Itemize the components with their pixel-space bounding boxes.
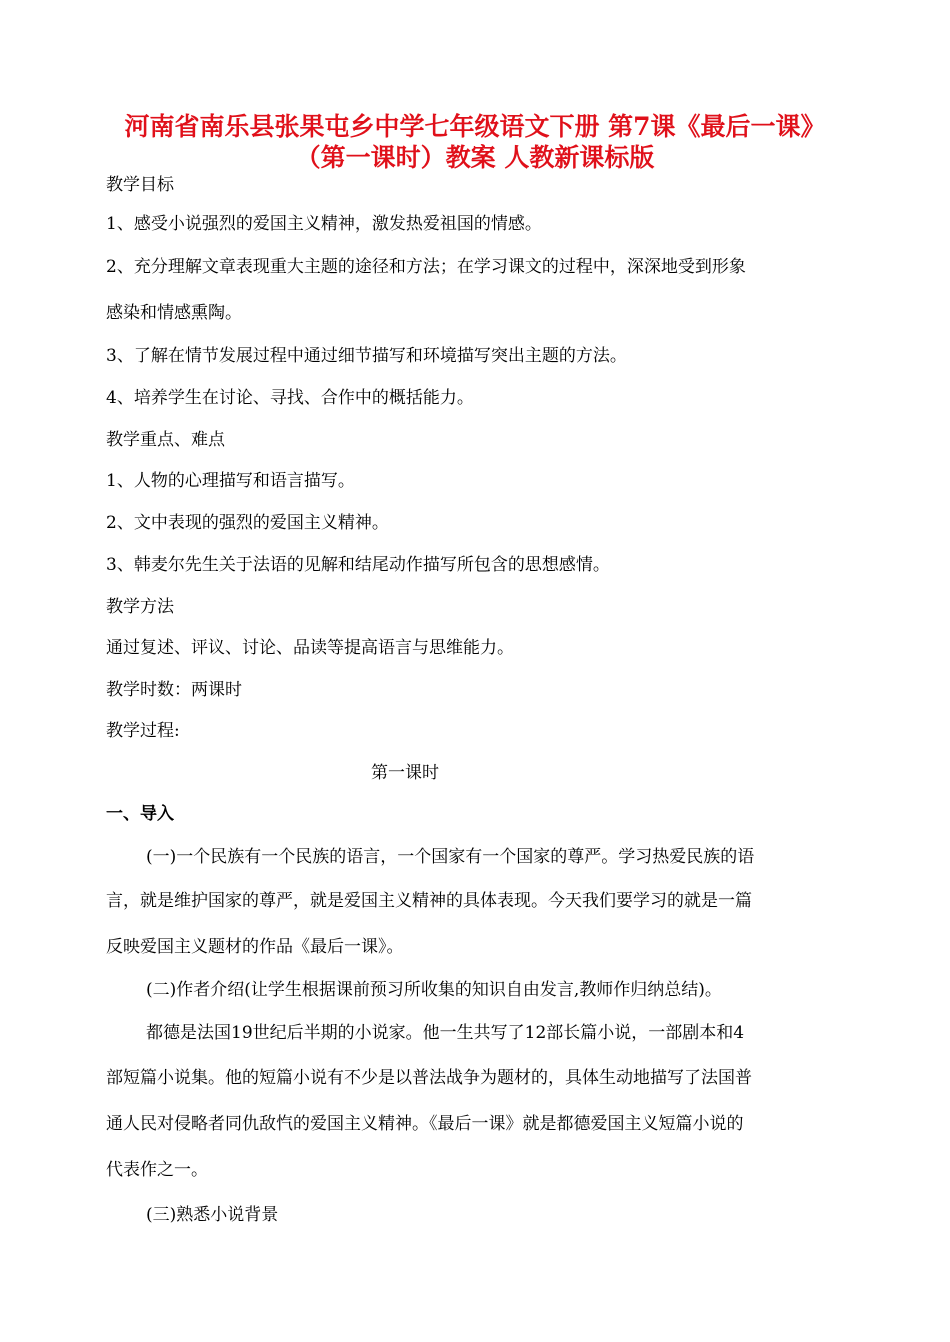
- intro-paragraph-1-line1: (一)一个民族有一个民族的语言，一个国家有一个国家的尊严。学习热爱民族的语: [146, 847, 755, 867]
- lesson-one-heading: 第一课时: [371, 763, 439, 783]
- key-item-2: 2、文中表现的强烈的爱国主义精神。: [106, 513, 389, 533]
- goal-item-1: 1、感受小说强烈的爱国主义精神，激发热爱祖国的情感。: [106, 214, 542, 234]
- process-heading: 教学过程:: [106, 721, 180, 741]
- intro-paragraph-1-line3: 反映爱国主义题材的作品《最后一课》。: [106, 937, 404, 957]
- teaching-hours: 教学时数：两课时: [106, 680, 242, 700]
- goal-item-2-line2: 感染和情感熏陶。: [106, 303, 242, 323]
- goal-item-3: 3、了解在情节发展过程中通过细节描写和环境描写突出主题的方法。: [106, 346, 627, 366]
- key-item-1: 1、人物的心理描写和语言描写。: [106, 471, 355, 491]
- intro-paragraph-3-line2: 部短篇小说集。他的短篇小说有不少是以普法战争为题材的，具体生动地描写了法国普: [106, 1068, 752, 1088]
- intro-paragraph-3-line4: 代表作之一。: [106, 1160, 208, 1180]
- goal-item-2-line1: 2、充分理解文章表现重大主题的途径和方法；在学习课文的过程中，深深地受到形象: [106, 257, 746, 277]
- intro-paragraph-4: (三)熟悉小说背景: [146, 1205, 279, 1225]
- method-heading: 教学方法: [106, 597, 174, 617]
- goals-heading: 教学目标: [106, 175, 174, 195]
- intro-heading: 一、导入: [106, 804, 174, 824]
- method-text: 通过复述、评议、讨论、品读等提高语言与思维能力。: [106, 638, 514, 658]
- document-title-line2: （第一课时）教案 人教新课标版: [295, 143, 655, 172]
- intro-paragraph-1-line2: 言，就是维护国家的尊严，就是爱国主义精神的具体表现。今天我们要学习的就是一篇: [106, 891, 752, 911]
- intro-paragraph-3-line1: 都德是法国19世纪后半期的小说家。他一生共写了12部长篇小说，一部剧本和4: [146, 1023, 745, 1043]
- document-title-line1: 河南省南乐县张果屯乡中学七年级语文下册 第7课《最后一课》: [124, 112, 826, 141]
- goal-item-4: 4、培养学生在讨论、寻找、合作中的概括能力。: [106, 388, 474, 408]
- intro-paragraph-2: (二)作者介绍(让学生根据课前预习所收集的知识自由发言,教师作归纳总结)。: [146, 980, 722, 1000]
- key-heading: 教学重点、难点: [106, 430, 225, 450]
- key-item-3: 3、韩麦尔先生关于法语的见解和结尾动作描写所包含的思想感情。: [106, 555, 610, 575]
- intro-paragraph-3-line3: 通人民对侵略者同仇敌忾的爱国主义精神。《最后一课》就是都德爱国主义短篇小说的: [106, 1114, 744, 1134]
